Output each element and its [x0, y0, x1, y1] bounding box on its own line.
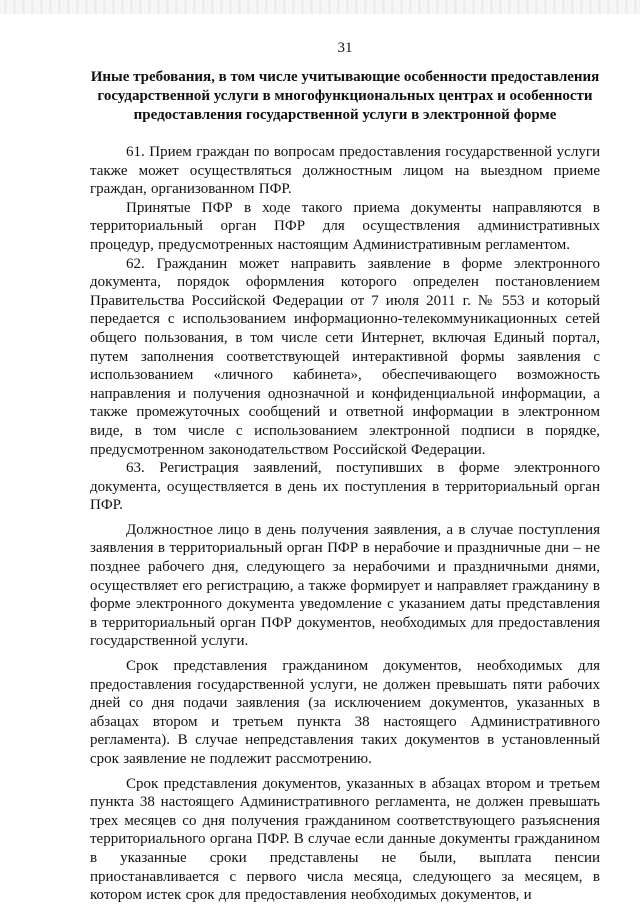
- section-heading: Иные требования, в том числе учитывающие особенности предоставления государственной услуги в многофункциональных центрах и особенности предоставления государственной услуги в электронной форме: [90, 69, 600, 123]
- paragraph-63-clarification-deadline: Срок представления документов, указанных в абзацах втором и третьем пункта 38 настоящего Административного регламента, не должен превышать трех месяцев со дня получения гражданином соответствующего разъяснения территориального органа ПФР. В случае если данные документы гражданином в указанные сроки представлены не были, выплата пенсии приостанавливается с первого числа месяца, следующего за месяцем, в котором истек срок для предоставления необходимых документов, и: [90, 775, 600, 904]
- page-number: 31: [337, 40, 353, 56]
- paragraph-63-document-deadline: Срок представления гражданином документов, необходимых для предоставления государственной услуги, не должен превышать пяти рабочих дней со дня подачи заявления (за исключением документов, указанных в абзацах втором и третьем пункта 38 настоящего Административного регламента). В случае непредставления таких документов в установленный срок заявление не подлежит рассмотрению.: [90, 658, 600, 767]
- paragraph-63: 63. Регистрация заявлений, поступивших в форме электронного документа, осуществляется в день их поступления в территориальный орган ПФР.: [90, 460, 600, 514]
- paragraph-63-registration: Должностное лицо в день получения заявления, а в случае поступления заявления в территориальный орган ПФР в нерабочие и праздничные дни – не позднее рабочего дня, следующего за нерабочими и праздничными днями, осуществляет его регистрацию, а также формирует и направляет гражданину в форме электронного документа уведомление с указанием даты представления в территориальный орган ПФР документов, необходимых для предоставления государственной услуги.: [90, 521, 601, 650]
- paragraph-61: 61. Прием граждан по вопросам предоставления государственной услуги также может осуществляться должностным лицом на выездном приеме граждан, организованном ПФР.: [90, 144, 600, 198]
- scan-edge-artifact: [0, 0, 640, 14]
- paragraph-61-continued: Принятые ПФР в ходе такого приема документы направляются в территориальный орган ПФР для осуществления административных процедур, предусмотренных настоящим Административным регламентом.: [90, 199, 600, 253]
- paragraph-62: 62. Гражданин может направить заявление в форме электронного документа, порядок оформления которого определен постановлением Правительства Российской Федерации от 7 июля 2011 г. № 553 и который передается с использованием информационно-телекоммуникационных сетей общего пользования, в том числе сети Интернет, включая Единый портал, путем заполнения соответствующей интерактивной формы заявления с использованием «личного кабинета», обеспечивающего возможность направления и получения однозначной и конфиденциальной информации, а также промежуточных сообщений и ответной информации в электронном виде, в том числе с использованием электронной подписи в порядке, предусмотренном законодательством Российской Федерации.: [90, 255, 600, 458]
- document-page: [90, 38, 600, 905]
